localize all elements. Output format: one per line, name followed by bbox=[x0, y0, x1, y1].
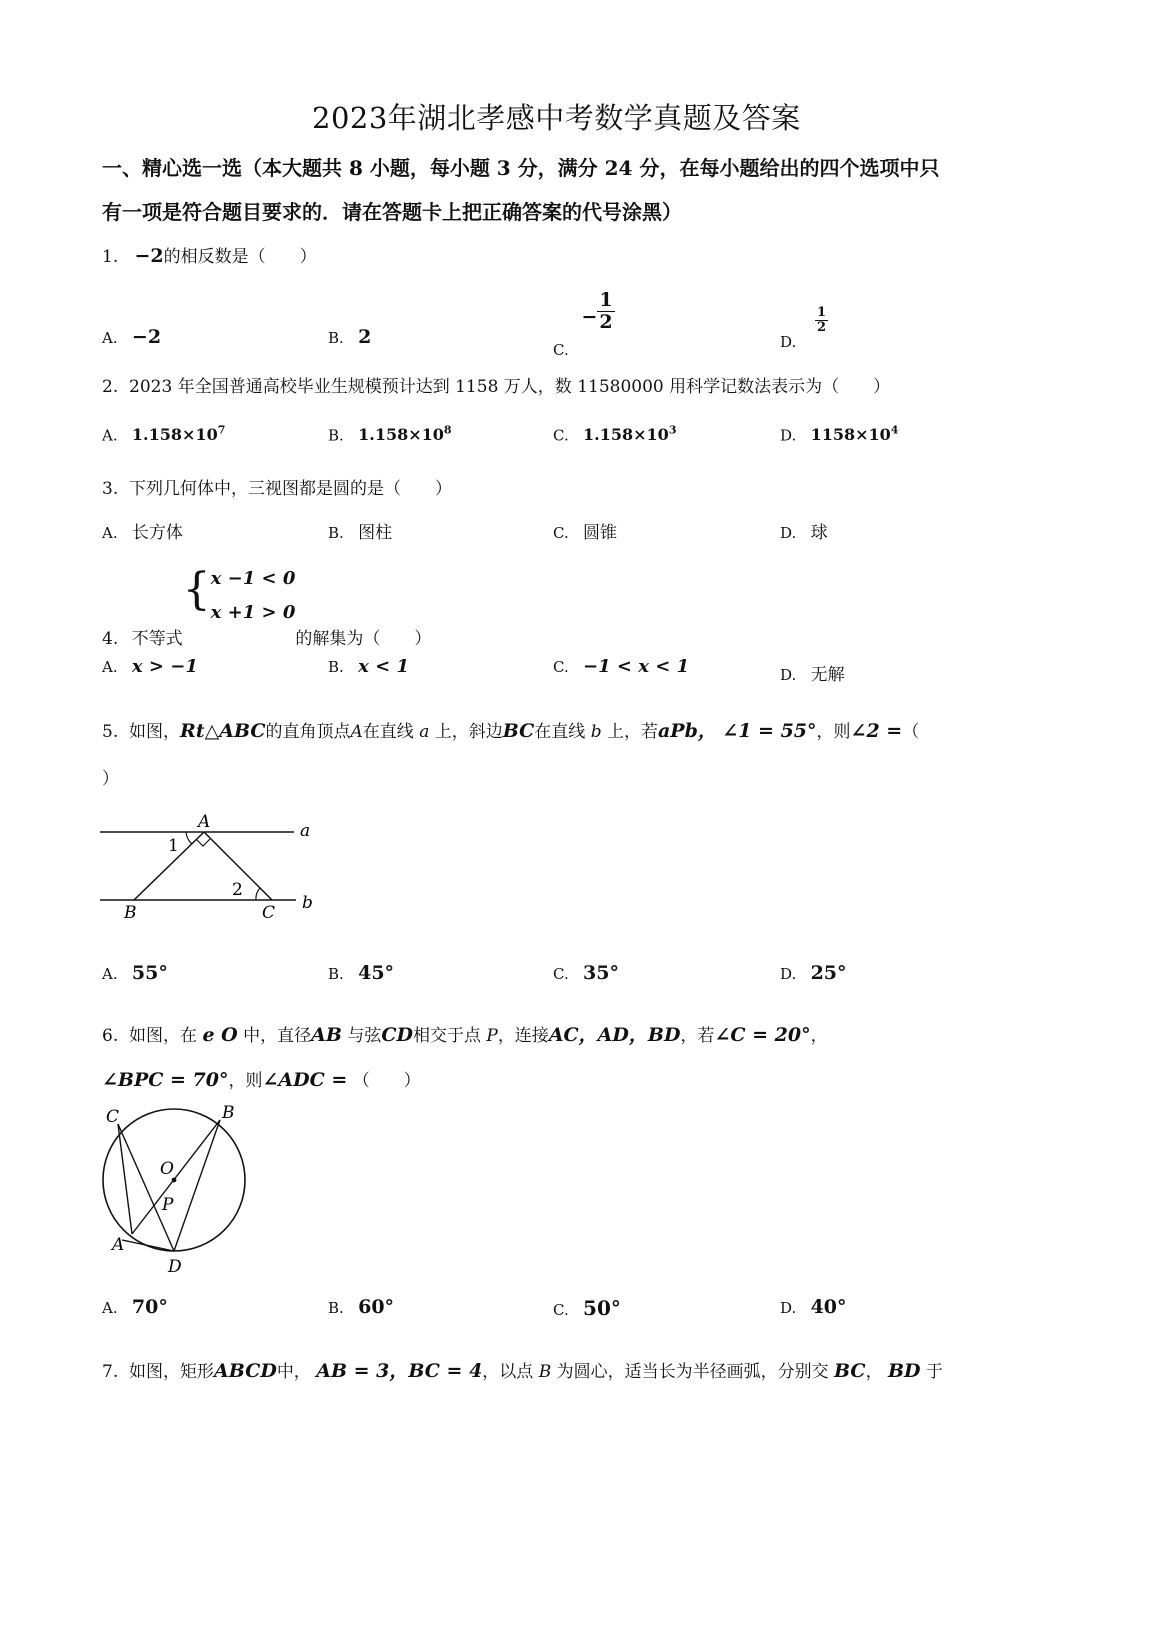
label-C: C bbox=[262, 903, 276, 920]
page-title: 2023年湖北孝感中考数学真题及答案 bbox=[312, 101, 801, 135]
question-number: 3. bbox=[102, 479, 119, 499]
system-brace: { bbox=[182, 564, 211, 615]
question-number: 2. bbox=[102, 377, 119, 397]
angle-1-label: 1 bbox=[168, 836, 179, 856]
q6-figure bbox=[98, 1100, 258, 1278]
section-header-line2: 有一项是符合题目要求的．请在答题卡上把正确答案的代号涂黑） bbox=[102, 200, 682, 224]
label-O: O bbox=[160, 1159, 174, 1179]
question-text: 下列几何体中，三视图都是圆的是（ ） bbox=[129, 479, 453, 499]
label-B: B bbox=[222, 1103, 235, 1123]
question-2 bbox=[102, 372, 890, 397]
q4-option-c: C. −1 < x < 1 bbox=[553, 656, 690, 677]
q5-option-a: A. 55° bbox=[102, 962, 168, 984]
question-6-cont: ∠BPC = 70°，则∠ADC = （ ） bbox=[102, 1069, 421, 1091]
label-A: A bbox=[198, 812, 211, 832]
question-4: 4. 不等式{ x −1 < 0 x +1 > 0 的解集为（ ） bbox=[102, 564, 432, 649]
question-5-cont: ） bbox=[102, 769, 119, 789]
line-b-label: b bbox=[302, 893, 313, 913]
angle-2-label: 2 bbox=[232, 880, 243, 900]
q5-option-d: D. 25° bbox=[780, 962, 847, 984]
q3-option-b: B. 图柱 bbox=[328, 523, 393, 543]
q2-option-c: C. $1.158\times 10^3$ bbox=[553, 424, 677, 445]
question-3 bbox=[102, 474, 452, 499]
question-5: 5. 如图，Rt△ABC的直角顶点A在直线 a 上，斜边BC在直线 b 上，若aPb， ∠1 = 55°，则∠2 =（ bbox=[102, 720, 920, 742]
q6-option-b: B. 60° bbox=[328, 1296, 395, 1318]
q2-option-d: D. $1158\times 10^4$ bbox=[780, 424, 899, 445]
question-number: 4. bbox=[102, 629, 119, 649]
q1-option-b: B. 2 bbox=[328, 326, 372, 348]
q6-option-d: D. 40° bbox=[780, 1296, 847, 1318]
question-text: 2023 年全国普通高校毕业生规模预计达到 1158 万人，数 11580000 用科学记数法表示为（ ） bbox=[129, 377, 891, 397]
q4-option-b: B. x < 1 bbox=[328, 656, 409, 677]
q5-figure bbox=[96, 810, 326, 920]
q2-option-a: A. $1.158\times 10^7$ bbox=[102, 424, 226, 445]
q3-option-c: C. 圆锥 bbox=[553, 523, 618, 543]
question-1 bbox=[102, 242, 317, 267]
section-header-line1: 一、精心选一选（本大题共 8 小题，每小题 3 分，满分 24 分，在每小题给出的四个选项中只 bbox=[102, 156, 940, 180]
question-7: 7. 如图，矩形ABCD中， AB = 3，BC = 4，以点 B 为圆心，适当长为半径画弧，分别交 BC， BD 于 bbox=[102, 1360, 943, 1382]
q4-option-d: D. 无解 bbox=[780, 665, 845, 685]
label-C: C bbox=[106, 1107, 120, 1127]
q1-option-d: D. $\frac{1}{2}$ bbox=[780, 305, 827, 351]
line-a-label: a bbox=[300, 821, 311, 841]
question-6: 6. 如图，在 e O 中，直径AB 与弦CD相交于点 P，连接AC，AD，BD，若∠C = 20°， bbox=[102, 1024, 828, 1046]
label-D: D bbox=[168, 1257, 182, 1277]
q5-option-c: C. 35° bbox=[553, 962, 619, 984]
question-number: 1. bbox=[102, 247, 119, 267]
q6-option-a: A. 70° bbox=[102, 1296, 168, 1318]
q3-option-a: A. 长方体 bbox=[102, 523, 183, 543]
q4-option-a: A. x > −1 bbox=[102, 656, 198, 677]
label-B: B bbox=[124, 903, 137, 920]
q3-option-d: D. 球 bbox=[780, 523, 828, 543]
q1-option-c: C. − $\frac{1}{2}$ bbox=[553, 289, 613, 360]
q5-option-b: B. 45° bbox=[328, 962, 395, 984]
math-expression: −2 bbox=[134, 245, 164, 267]
q6-option-c: C. 50° bbox=[553, 1296, 621, 1320]
q2-option-b: B. $1.158\times 10^8$ bbox=[328, 424, 452, 445]
label-A: A bbox=[112, 1235, 125, 1255]
label-P: P bbox=[162, 1195, 174, 1215]
question-text: 的相反数是（ ） bbox=[163, 247, 317, 267]
q1-option-a: A. −2 bbox=[102, 326, 162, 348]
